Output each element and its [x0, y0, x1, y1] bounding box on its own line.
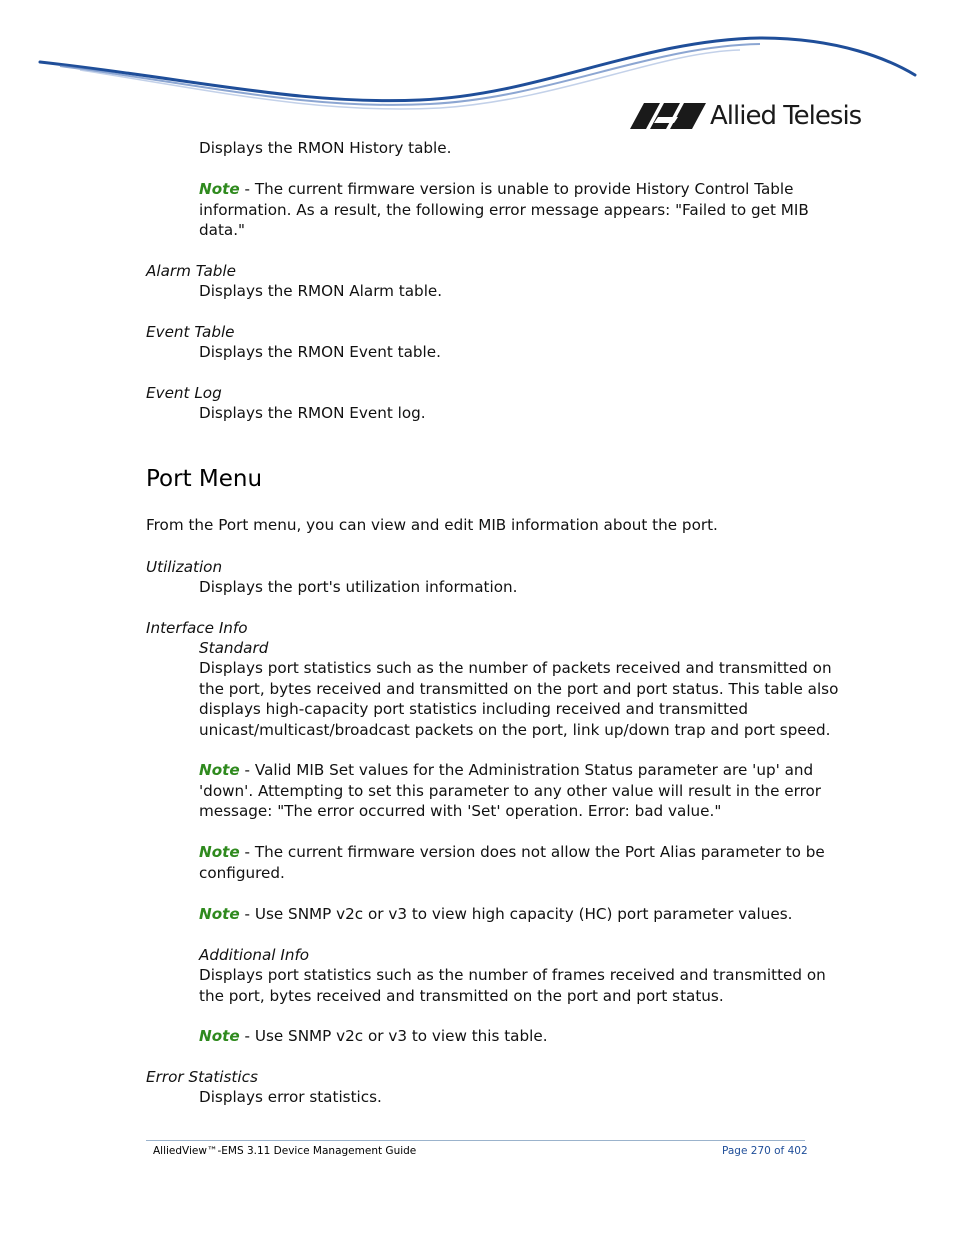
history-description: Displays the RMON History table. — [199, 139, 452, 157]
note-1-line-3: message: "The error occurred with 'Set' operation. Error: bad value." — [199, 802, 722, 820]
note-label: Note — [199, 761, 240, 779]
event-log-term: Event Log — [146, 384, 222, 402]
note-4 — [199, 1026, 548, 1047]
note-label: Note — [199, 843, 240, 861]
standard-line-4: unicast/multicast/broadcast packets on the port, link up/down trap and port speed. — [199, 720, 831, 739]
note-text: - Use SNMP v2c or v3 to view high capacity (HC) port parameter values. — [239, 905, 793, 923]
event-table-term: Event Table — [146, 323, 235, 341]
footer-page-number: Page 270 of 402 — [722, 1145, 808, 1157]
note-label: Note — [199, 1027, 240, 1045]
event-table-description: Displays the RMON Event table. — [199, 343, 441, 361]
footer-guide-title: AlliedView™-EMS 3.11 Device Management Guide — [153, 1145, 417, 1157]
alarm-table-term: Alarm Table — [146, 262, 236, 280]
brand-name: Allied Telesis — [710, 101, 862, 131]
allied-telesis-logo-mark-icon — [630, 103, 706, 129]
section-heading-port-menu: Port Menu — [146, 466, 263, 492]
interface-info-term: Interface Info — [146, 619, 248, 637]
note-label: Note — [199, 180, 240, 198]
alarm-table-description: Displays the RMON Alarm table. — [199, 282, 443, 300]
note-label: Note — [199, 905, 240, 923]
note-text: - The current firmware version is unable to provide History Control Table — [239, 180, 794, 198]
note-2-line-1 — [199, 842, 825, 863]
standard-line-2: the port, bytes received and transmitted on the port and port status. This table also — [199, 679, 839, 698]
note-text: - Use SNMP v2c or v3 to view this table. — [239, 1027, 548, 1045]
note-2-line-2: configured. — [199, 863, 285, 882]
additional-info-term: Additional Info — [199, 946, 310, 964]
standard-term: Standard — [199, 639, 269, 657]
note-text: - The current firmware version does not allow the Port Alias parameter to be — [239, 843, 825, 861]
section-intro: From the Port menu, you can view and edit MIB information about the port. — [146, 516, 718, 534]
note-text: - Valid MIB Set values for the Administration Status parameter are 'up' and — [239, 761, 814, 779]
utilization-description: Displays the port's utilization information. — [199, 578, 518, 596]
note-1-line-2: 'down'. Attempting to set this parameter to any other value will result in the error — [199, 781, 822, 800]
event-log-description: Displays the RMON Event log. — [199, 404, 426, 422]
note-3 — [199, 904, 792, 925]
history-note-line-2: information. As a result, the following error message appears: "Failed to get MIB — [199, 200, 809, 219]
utilization-term: Utilization — [146, 558, 223, 576]
footer-divider — [146, 1140, 805, 1141]
additional-info-line-2: the port, bytes received and transmitted on the port and port status. — [199, 986, 724, 1005]
note-1-line-1 — [199, 760, 813, 781]
additional-info-line-1: Displays port statistics such as the number of frames received and transmitted on — [199, 966, 826, 984]
error-statistics-description: Displays error statistics. — [199, 1088, 382, 1106]
history-note-line-3: data." — [199, 221, 246, 239]
history-note-line-1 — [199, 179, 794, 200]
standard-line-3: displays high-capacity port statistics including received and transmitted — [199, 700, 749, 718]
standard-line-1: Displays port statistics such as the number of packets received and transmitted on — [199, 659, 832, 677]
allied-telesis-logo — [630, 100, 861, 132]
error-statistics-term: Error Statistics — [146, 1068, 258, 1086]
